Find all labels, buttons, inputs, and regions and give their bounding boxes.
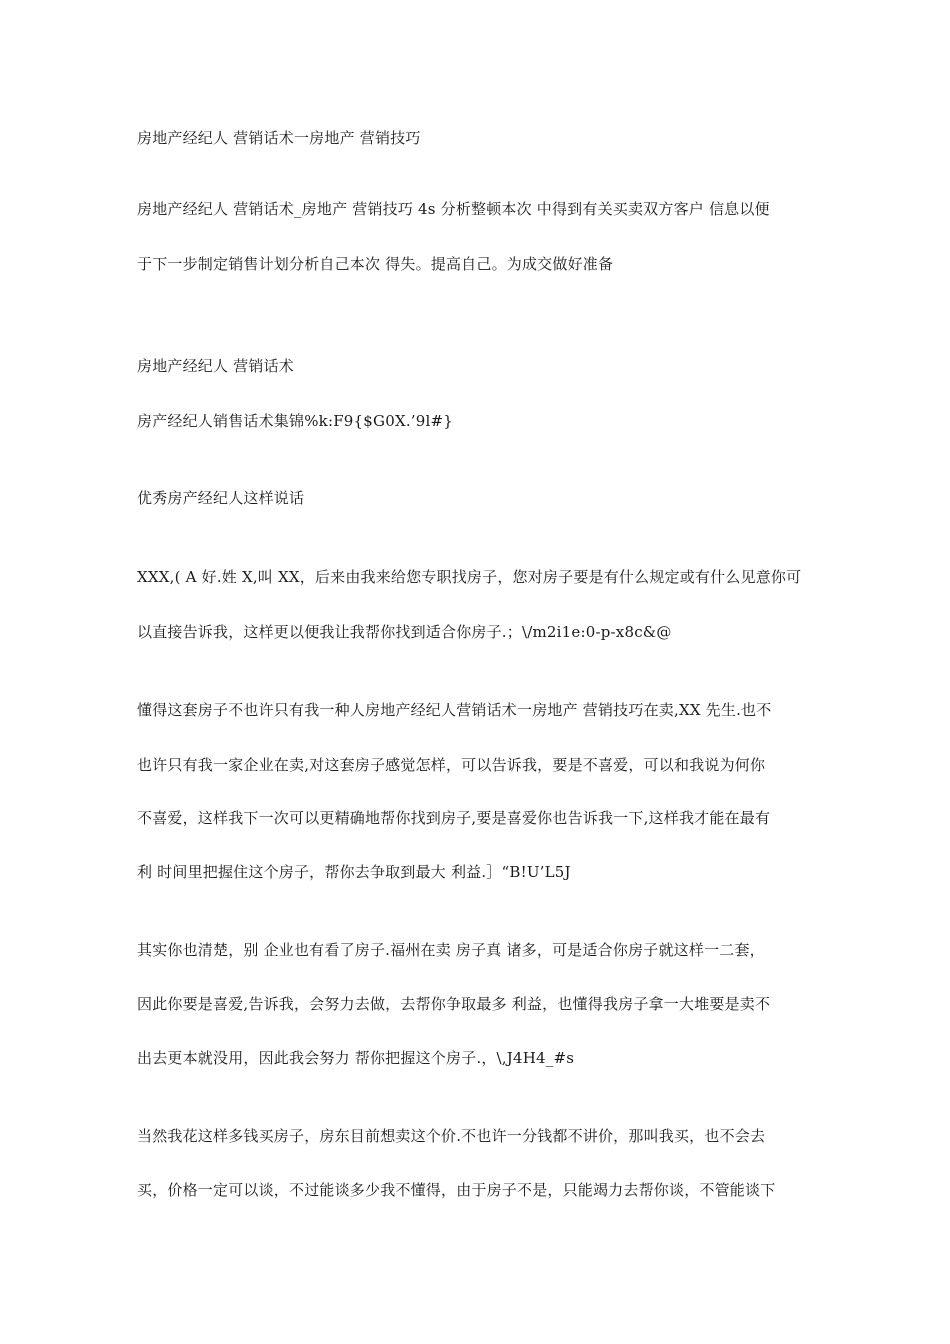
paragraph-2-line-4: 利 时间里把握住这个房子，帮你去争取到最大 利益.］“B!U’L5J	[137, 863, 571, 881]
paragraph-3-line-1: 其实你也清楚，别 企业也有看了房子.福州在卖 房子真 诸多，可是适合你房子就这样一二套，	[137, 941, 765, 959]
section-heading: 房地产经纪人 营销话术	[137, 357, 294, 375]
paragraph-2-line-3: 不喜爱，这样我下一次可以更精确地帮你找到房子,要是喜爱你也告诉我一下,这样我才能在最有	[137, 809, 771, 827]
paragraph-1-line-1: XXX,( A 好.姓 X,叫 XX，后来由我来给您专职找房子，您对房子要是有什么规定或有什么见意你可	[137, 568, 802, 586]
paragraph-4-line-1: 当然我花这样多钱买房子，房东目前想卖这个价.不也许一分钱都不讲价，那叫我买，也不会去	[137, 1127, 766, 1145]
paragraph-1-line-2: 以直接告诉我，这样更以便我让我帮你找到适合你房子.；\/m2i1e:0-p-x8c&@	[137, 623, 672, 641]
paragraph-2-line-1: 懂得这套房子不也许只有我一种人房地产经纪人营销话术一房地产 营销技巧在卖,XX 先生.也不	[137, 701, 772, 719]
paragraph-3-line-3: 出去更本就没用，因此我会努力 帮你把握这个房子.，\,J4H4_#s	[137, 1049, 575, 1067]
collection-line: 房产经纪人销售话术集锦%k:F9{$G0X.’9l#}	[137, 412, 454, 430]
paragraph-3-line-2: 因此你要是喜爱,告诉我，会努力去做，去帮你争取最多 利益，也懂得我房子拿一大堆要是卖不	[137, 995, 771, 1013]
paragraph-4-line-2: 买，价格一定可以谈，不过能谈多少我不懂得，由于房子不是，只能竭力去帮你谈，不管能谈下	[137, 1181, 776, 1199]
paragraph-2-line-2: 也许只有我一家企业在卖,对这套房子感觉怎样，可以告诉我，要是不喜爱，可以和我说为何你	[137, 756, 766, 774]
intro-line-2: 于下一步制定销售计划分析自己本次 得失。提高自己。为成交做好准备	[137, 255, 614, 273]
sub-heading: 优秀房产经纪人这样说话	[137, 489, 305, 507]
intro-line-1: 房地产经纪人 营销话术_房地产 营销技巧 4s 分析整顿本次 中得到有关买卖双方客户 信息以便	[137, 200, 770, 218]
document-title: 房地产经纪人 营销话术一房地产 营销技巧	[137, 129, 421, 147]
